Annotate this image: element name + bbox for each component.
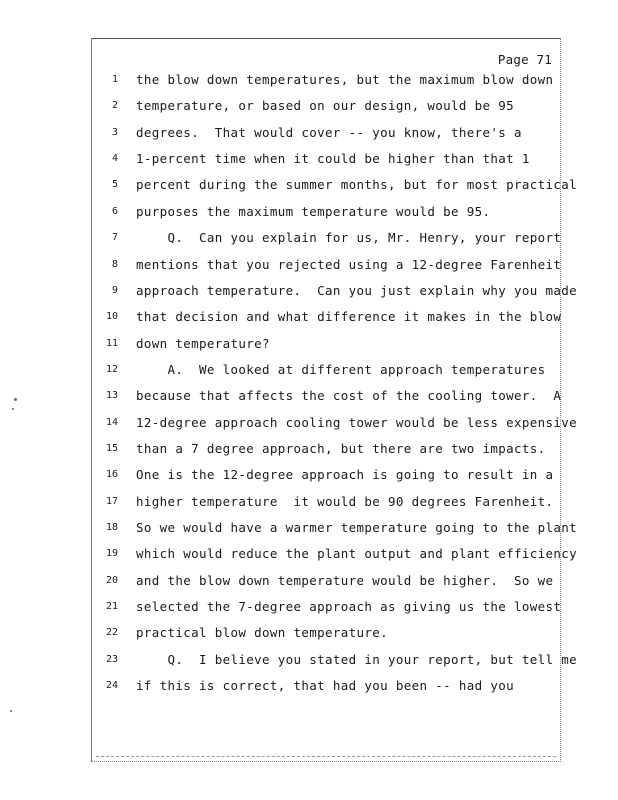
line-text: which would reduce the plant output and plant efficiency bbox=[136, 546, 578, 562]
transcript-line bbox=[0, 598, 618, 616]
transcript-line bbox=[0, 71, 618, 89]
line-text: and the blow down temperature would be higher. So we bbox=[136, 572, 554, 588]
scan-speck bbox=[12, 408, 14, 410]
transcript-line bbox=[0, 651, 618, 669]
line-number: 3 bbox=[111, 126, 118, 138]
line-text: One is the 12-degree approach is going to result in a bbox=[136, 467, 554, 483]
transcript-line bbox=[0, 256, 618, 274]
line-text: selected the 7-degree approach as giving us the lowest bbox=[136, 599, 562, 614]
line-text: approach temperature. Can you just explain why you made bbox=[136, 282, 578, 298]
line-number: 10 bbox=[105, 311, 118, 323]
line-text: purposes the maximum temperature would be 95. bbox=[136, 203, 491, 219]
transcript-line bbox=[0, 387, 618, 405]
line-number: 21 bbox=[105, 601, 118, 612]
line-number: 6 bbox=[111, 205, 118, 217]
transcript-line bbox=[0, 176, 618, 194]
line-text: because that affects the cost of the cooling tower. A bbox=[136, 388, 562, 404]
scan-speck bbox=[14, 398, 17, 401]
transcript-line bbox=[0, 677, 618, 695]
line-number: 20 bbox=[105, 574, 118, 586]
line-number: 24 bbox=[105, 680, 118, 692]
transcript-line bbox=[0, 150, 618, 168]
line-number: 8 bbox=[111, 258, 118, 270]
line-number: 5 bbox=[111, 179, 118, 191]
transcript-line bbox=[0, 519, 618, 537]
line-number: 12 bbox=[105, 363, 118, 375]
line-text: temperature, or based on our design, would be 95 bbox=[136, 98, 515, 114]
transcript-line bbox=[0, 624, 618, 642]
transcript-line bbox=[0, 466, 618, 484]
line-text: if this is correct, that had you been -- had you bbox=[136, 678, 515, 694]
line-text: Q. Can you explain for us, Mr. Henry, your report bbox=[136, 230, 562, 246]
line-text: A. We looked at different approach temperatures bbox=[136, 361, 546, 377]
scan-speck bbox=[10, 710, 12, 712]
transcript-line bbox=[0, 361, 618, 379]
transcript-line bbox=[0, 97, 618, 115]
line-text: percent during the summer months, but for most practical bbox=[136, 177, 578, 193]
line-number: 16 bbox=[105, 469, 118, 481]
line-number: 22 bbox=[105, 627, 118, 639]
line-text: than a 7 degree approach, but there are two impacts. bbox=[136, 440, 546, 456]
line-number: 9 bbox=[111, 284, 118, 296]
line-number: 15 bbox=[105, 442, 118, 454]
line-number: 1 bbox=[111, 74, 118, 85]
line-text: 12-degree approach cooling tower would be less expensive bbox=[136, 414, 578, 430]
line-text: down temperature? bbox=[136, 335, 270, 351]
line-number: 13 bbox=[105, 390, 118, 402]
transcript-line bbox=[0, 545, 618, 563]
line-text: that decision and what difference it makes in the blow bbox=[136, 309, 562, 325]
line-text: higher temperature it would be 90 degrees Farenheit. bbox=[136, 493, 554, 509]
line-number: 11 bbox=[105, 337, 118, 349]
transcript-line bbox=[0, 572, 618, 590]
line-text: Q. I believe you stated in your report, but tell me bbox=[136, 651, 578, 667]
transcript-line bbox=[0, 308, 618, 326]
line-number: 19 bbox=[105, 548, 118, 560]
line-number: 4 bbox=[111, 153, 118, 165]
bottom-scan-noise bbox=[96, 756, 556, 758]
line-text: practical blow down temperature. bbox=[136, 625, 389, 641]
line-number: 18 bbox=[105, 522, 118, 533]
transcript-line bbox=[0, 203, 618, 221]
transcript-line bbox=[0, 414, 618, 432]
transcript-line bbox=[0, 124, 618, 142]
transcript-line bbox=[0, 493, 618, 511]
transcript-line bbox=[0, 440, 618, 458]
line-number: 17 bbox=[105, 495, 118, 507]
line-number: 14 bbox=[105, 416, 118, 428]
line-text: degrees. That would cover -- you know, there's a bbox=[136, 124, 522, 140]
line-text: 1-percent time when it could be higher than that 1 bbox=[136, 151, 530, 167]
page-number: Page 71 bbox=[497, 52, 552, 67]
line-text: the blow down temperatures, but the maximum blow down bbox=[136, 72, 554, 87]
line-number: 2 bbox=[111, 100, 118, 112]
line-text: mentions that you rejected using a 12-degree Farenheit bbox=[136, 256, 562, 272]
line-number: 23 bbox=[105, 653, 118, 665]
transcript-line bbox=[0, 282, 618, 300]
transcript-line bbox=[0, 229, 618, 247]
line-number: 7 bbox=[111, 232, 118, 244]
line-text: So we would have a warmer temperature going to the plant bbox=[136, 520, 578, 535]
transcript-line bbox=[0, 335, 618, 353]
